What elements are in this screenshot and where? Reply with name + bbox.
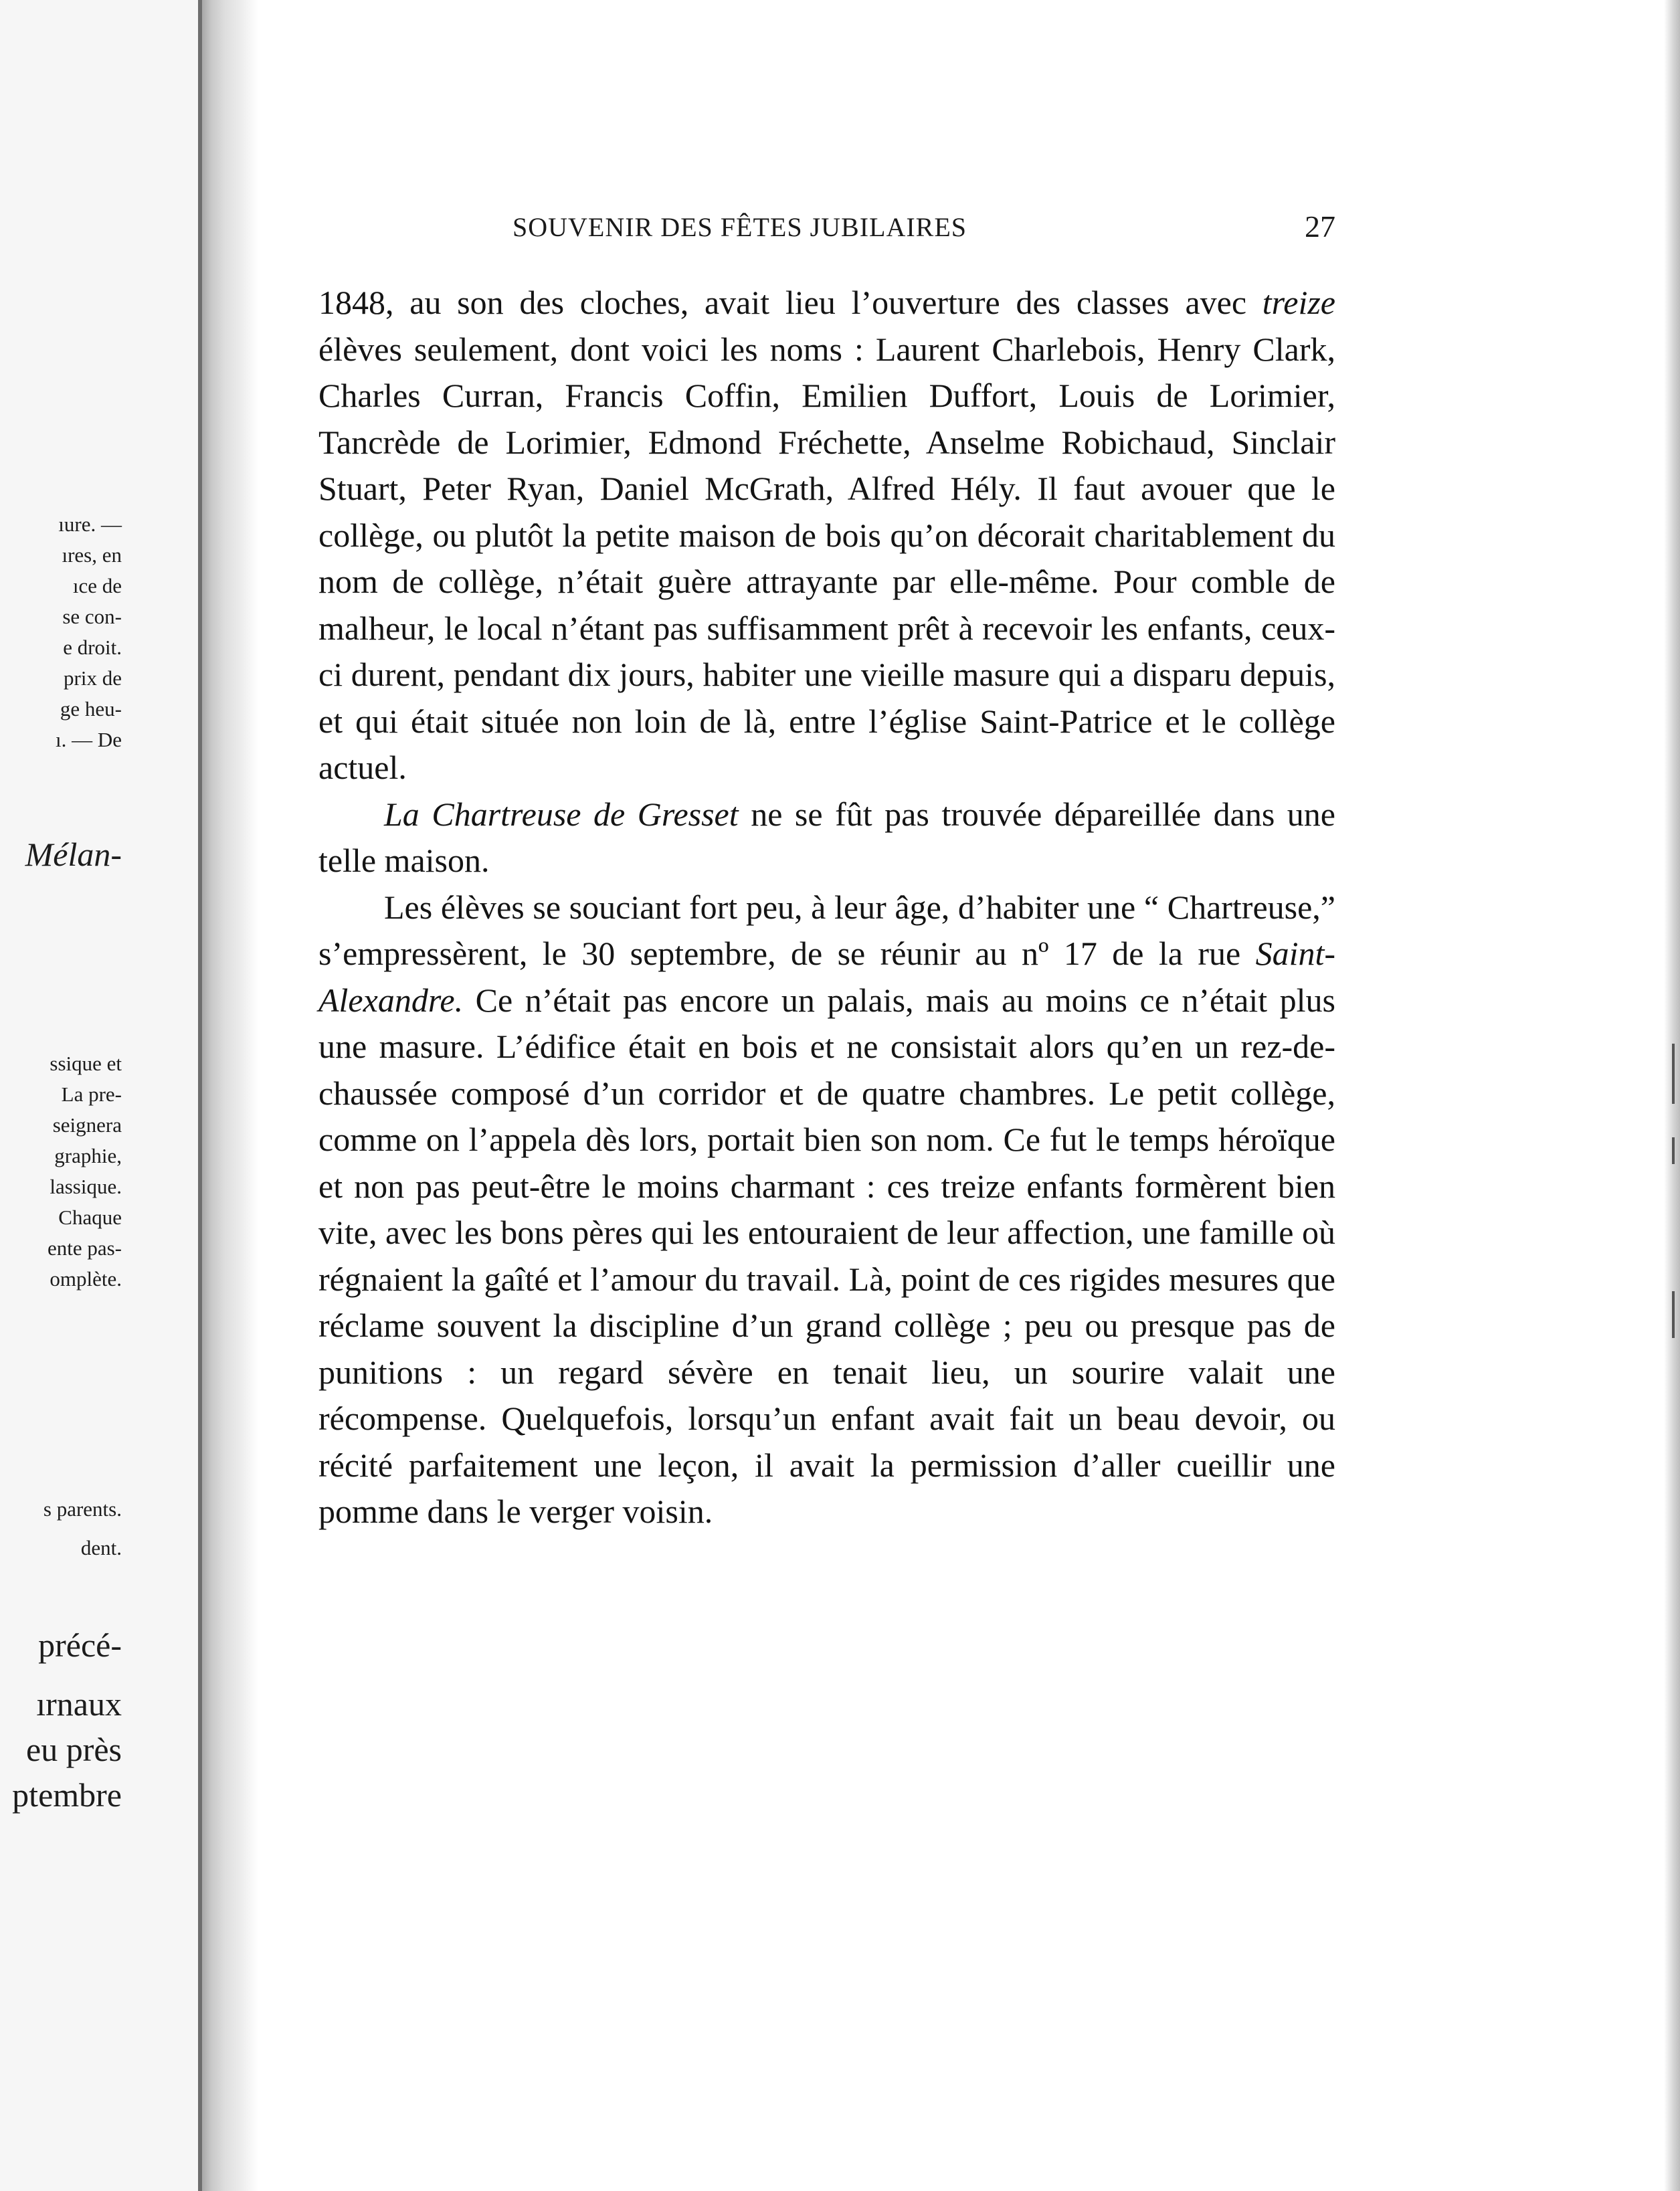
- left-page-line: Mélan-: [25, 836, 122, 873]
- right-page-edge: [1664, 0, 1680, 2191]
- left-page-line: ıure. —: [58, 512, 122, 536]
- left-page-line: eu près: [26, 1731, 122, 1768]
- edge-mark: [1672, 1137, 1675, 1164]
- paragraph-1-text-b: élèves seulement, dont voici les noms : Laurent Charlebois, Henry Clark, Charles Curran, Francis Coffin, Emilien Duffort, Louis de Lorimier, Tancrède de Lorimier, Edmond Fréchette, Anselme Robichaud, Sinclair Stuart, Peter Ryan, Daniel McGrath, Alfred Hély. Il faut avouer que le collège, ou plutôt la petite maison de bois qu’on décorait charitablement du nom de collège, n’était guère attrayante par elle-même. Pour comble de malheur, le local n’étant pas suffisamment prêt à recevoir les enfants, ceux-ci durent, pendant dix jours, habiter une vieille masure qui a disparu depuis, et qui était située non loin de là, entre l’église Saint-Patrice et le collège actuel.: [318, 330, 1335, 786]
- left-page-line: dent.: [80, 1536, 122, 1559]
- left-page-line: ıres, en: [62, 543, 122, 567]
- paragraph-2-text-b: ne se fût pas trouvée dépareillée dans une telle maison.: [318, 795, 1335, 879]
- left-page-line: prix de: [64, 666, 122, 690]
- left-page-line: La pre-: [61, 1082, 122, 1106]
- left-page-line: graphie,: [54, 1144, 122, 1167]
- body-text: [318, 280, 1335, 1535]
- main-page: [258, 0, 1663, 2191]
- left-page-line: omplète.: [50, 1267, 122, 1291]
- paragraph-3: [318, 884, 1335, 1535]
- left-page-line: se con-: [62, 605, 122, 628]
- left-page-line: seignera: [52, 1113, 122, 1137]
- paragraph-1: [318, 280, 1335, 791]
- left-page-line: ge heu-: [60, 697, 122, 721]
- binding-gutter: [198, 0, 258, 2191]
- edge-mark: [1672, 1291, 1675, 1338]
- left-facing-page: [0, 0, 201, 2191]
- paragraph-1-emphasis: treize: [1262, 284, 1335, 321]
- left-page-line: ssique et: [50, 1052, 122, 1075]
- paragraph-1-text-a: 1848, au son des cloches, avait lieu l’ouverture des classes avec: [318, 284, 1263, 321]
- left-page-line: ırnaux: [36, 1685, 122, 1723]
- left-page-line: ı. — De: [55, 728, 122, 751]
- paragraph-3-text-a: Les élèves se souciant fort peu, à leur âge, d’habiter une “ Chartreuse,” s’empressèrent, le 30 septembre, de se réunir au nº 17 de la rue: [318, 888, 1335, 972]
- left-page-line: ıce de: [72, 574, 122, 597]
- left-page-line: ente pas-: [47, 1236, 122, 1260]
- paragraph-3-text-b: Ce n’était pas encore un palais, mais au moins ce n’était plus une masure. L’édifice était en bois et ne consistait alors qu’en un rez-de-chaussée composé d’un corridor et de quatre chambres. Le petit collège, comme on l’appela dès lors, portait bien son nom. Ce fut le temps héroïque et non pas peut-être le moins charmant : ces treize enfants formèrent bien vite, avec les bons pères qui les entouraient de leur affection, une famille où régnaient la gaîté et l’amour du travail. Là, point de ces rigides mesures que réclame souvent la discipline d’un grand collège ; peu ou presque pas de punitions : un regard sévère en tenait lieu, un sourire valait une récompense. Quelquefois, lorsqu’un enfant avait fait un beau devoir, ou récité parfaitement une leçon, il avait la permission d’aller cueillir une pomme dans le verger voisin.: [318, 981, 1335, 1530]
- running-head: [318, 209, 1335, 249]
- left-page-line: e droit.: [63, 636, 122, 659]
- left-page-line: ptembre: [12, 1776, 122, 1814]
- left-page-line: s parents.: [43, 1497, 122, 1521]
- running-title: SOUVENIR DES FÊTES JUBILAIRES: [512, 212, 967, 242]
- left-page-line: lassique.: [50, 1175, 122, 1198]
- paragraph-3-emphasis: Saint-Alexandre.: [318, 935, 1335, 1019]
- page-number: 27: [1305, 209, 1335, 244]
- gutter-edge: [198, 0, 202, 2191]
- left-page-line: précé-: [38, 1626, 122, 1664]
- paragraph-2-emphasis: La Chartreuse de Gresset: [384, 795, 739, 833]
- paragraph-2: [318, 791, 1335, 884]
- edge-mark: [1672, 1044, 1675, 1104]
- left-page-line: Chaque: [58, 1206, 122, 1229]
